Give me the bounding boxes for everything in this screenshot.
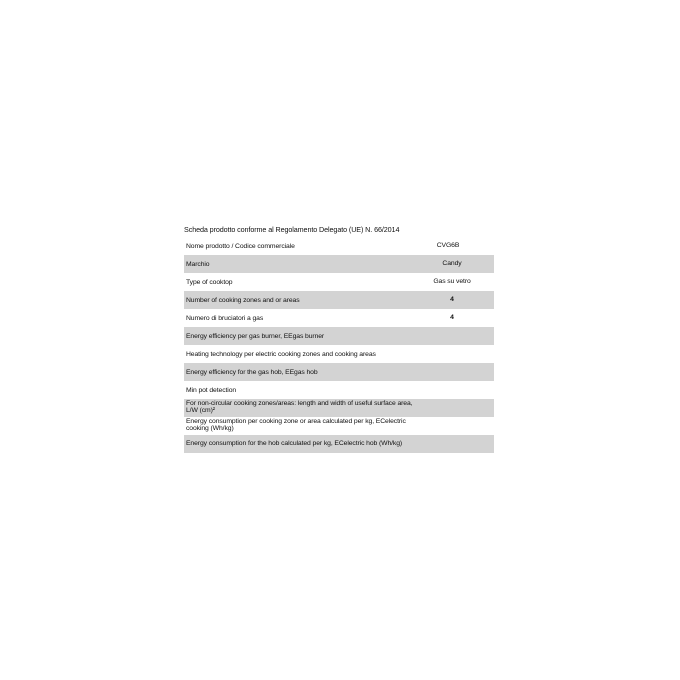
row-label: For non-circular cooking zones/areas: length and width of useful surface area, L/W (cm)² [186,400,413,414]
row-value: Gas su vetro [433,278,471,285]
row-ec-electric-hob [184,435,494,453]
row-product-name [184,237,494,255]
row-value: 4 [450,314,454,321]
row-label: Energy consumption for the hob calculated per kg, ECelectric hob (Wh/kg) [186,439,403,447]
row-gas-burners [184,309,494,327]
row-heating-technology [184,345,494,363]
row-label: Numero di bruciatori a gas [186,314,264,322]
product-sheet [184,223,494,453]
row-cooktop-type [184,273,494,291]
row-value [412,417,484,435]
row-min-pot-detection [184,381,494,399]
row-value: CVG6B [436,242,460,249]
row-label: Energy efficiency for the gas hob, EEgas hob [186,368,318,376]
row-value [412,345,484,363]
row-label: Energy consumption per cooking zone or area calculated per kg, ECelectric cooking (Wh/kg) [186,418,406,432]
row-label: Min pot detection [186,386,237,394]
row-non-circular-zones [184,399,494,417]
row-label: Energy efficiency per gas burner, EEgas burner [186,332,325,340]
row-label: Heating technology per electric cooking zones and cooking areas [186,350,376,358]
row-value [412,363,484,381]
row-value [412,381,484,399]
row-value [412,435,484,453]
row-cooking-zones [184,291,494,309]
row-ec-electric-cooking [184,417,494,435]
row-label: Marchio [186,260,210,268]
sheet-title: Scheda prodotto conforme al Regolamento Delegato (UE) N. 66/2014 [184,225,400,234]
row-label: Number of cooking zones and or areas [186,296,300,304]
row-ee-gas-hob [184,363,494,381]
row-label: Type of cooktop [186,278,233,286]
row-value: 4 [450,296,454,303]
row-value [412,399,484,417]
row-label: Nome prodotto / Codice commerciale [186,242,295,250]
row-ee-gas-burner [184,327,494,345]
row-brand [184,255,494,273]
row-value [412,327,484,345]
row-value: Candy [442,260,462,267]
